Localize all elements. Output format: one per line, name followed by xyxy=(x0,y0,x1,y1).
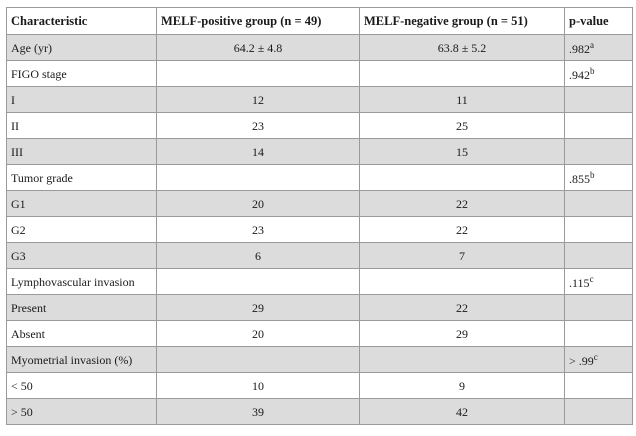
melf-negative-cell-text: 15 xyxy=(456,144,468,159)
header-melf-negative: MELF-negative group (n = 51) xyxy=(360,8,565,35)
melf-positive-cell-text: 12 xyxy=(252,92,264,107)
p-value-cell xyxy=(565,243,633,269)
table-row xyxy=(7,113,633,139)
melf-positive-cell xyxy=(157,295,360,321)
row-label-text: Age (yr) xyxy=(11,40,52,55)
melf-positive-cell xyxy=(157,87,360,113)
table-body xyxy=(7,35,633,425)
melf-positive-cell-text: 20 xyxy=(252,196,264,211)
characteristics-table xyxy=(6,7,633,425)
melf-positive-cell xyxy=(157,347,360,373)
table-row xyxy=(7,295,633,321)
row-label xyxy=(7,35,157,61)
melf-negative-cell xyxy=(360,139,565,165)
melf-negative-cell xyxy=(360,61,565,87)
p-value-cell-text: > .99 xyxy=(569,353,594,368)
p-value-cell-text: .115 xyxy=(569,275,590,290)
header-characteristic: Characteristic xyxy=(7,8,157,35)
melf-positive-cell xyxy=(157,61,360,87)
melf-positive-cell-text: 6 xyxy=(255,248,261,263)
table-row xyxy=(7,243,633,269)
melf-negative-cell-text: 9 xyxy=(459,378,465,393)
table-row xyxy=(7,191,633,217)
p-value-cell xyxy=(565,269,633,295)
melf-positive-cell-text: 29 xyxy=(252,300,264,315)
melf-positive-cell-text: 64.2 ± 4.8 xyxy=(233,40,283,55)
row-label-text: < 50 xyxy=(11,378,33,393)
p-value-cell-text: .855 xyxy=(569,171,590,186)
header-row xyxy=(7,8,633,35)
melf-positive-cell xyxy=(157,373,360,399)
p-value-footnote-mark: c xyxy=(593,351,598,362)
p-value-footnote-mark: b xyxy=(590,65,595,76)
melf-negative-cell xyxy=(360,321,565,347)
melf-negative-cell xyxy=(360,399,565,425)
row-label xyxy=(7,139,157,165)
melf-negative-cell-text: 63.8 ± 5.2 xyxy=(437,40,487,55)
melf-negative-cell xyxy=(360,87,565,113)
p-value-cell xyxy=(565,217,633,243)
p-value-cell xyxy=(565,295,633,321)
melf-negative-cell xyxy=(360,113,565,139)
melf-positive-cell-text: 23 xyxy=(252,222,264,237)
table-row xyxy=(7,165,633,191)
row-label-text: Present xyxy=(11,300,47,315)
melf-negative-cell-text: 25 xyxy=(456,118,468,133)
row-label xyxy=(7,347,157,373)
melf-positive-cell-text: 23 xyxy=(252,118,264,133)
melf-positive-cell-text: 39 xyxy=(252,404,264,419)
row-label xyxy=(7,165,157,191)
melf-negative-cell xyxy=(360,269,565,295)
melf-positive-cell xyxy=(157,217,360,243)
table-row xyxy=(7,321,633,347)
p-value-cell-text: .982 xyxy=(569,41,590,56)
melf-negative-cell-text: 42 xyxy=(456,404,468,419)
row-label-text: Myometrial invasion (%) xyxy=(11,352,133,367)
row-label-text: III xyxy=(11,144,23,159)
row-label-text: II xyxy=(11,118,19,133)
row-label-text: FIGO stage xyxy=(11,66,67,81)
p-value-cell xyxy=(565,347,633,373)
melf-positive-cell xyxy=(157,35,360,61)
row-label-text: I xyxy=(11,92,15,107)
row-label xyxy=(7,87,157,113)
row-label-text: G3 xyxy=(11,248,26,263)
row-label-text: Tumor grade xyxy=(11,170,73,185)
table-row xyxy=(7,35,633,61)
row-label-text: Absent xyxy=(11,326,45,341)
melf-positive-cell xyxy=(157,321,360,347)
melf-negative-cell-text: 29 xyxy=(456,326,468,341)
table-row xyxy=(7,139,633,165)
row-label xyxy=(7,243,157,269)
table-row xyxy=(7,61,633,87)
melf-negative-cell-text: 22 xyxy=(456,300,468,315)
p-value-footnote-mark: a xyxy=(590,39,594,50)
table-row xyxy=(7,217,633,243)
melf-negative-cell xyxy=(360,165,565,191)
row-label xyxy=(7,217,157,243)
melf-positive-cell xyxy=(157,165,360,191)
melf-negative-cell xyxy=(360,243,565,269)
row-label xyxy=(7,113,157,139)
table-row xyxy=(7,347,633,373)
p-value-cell xyxy=(565,139,633,165)
p-value-cell-text: .942 xyxy=(569,67,590,82)
melf-negative-cell-text: 11 xyxy=(456,92,468,107)
melf-positive-cell xyxy=(157,269,360,295)
melf-negative-cell xyxy=(360,295,565,321)
row-label xyxy=(7,295,157,321)
melf-negative-cell xyxy=(360,191,565,217)
melf-positive-cell xyxy=(157,191,360,217)
row-label-text: G2 xyxy=(11,222,26,237)
melf-negative-cell-text: 22 xyxy=(456,222,468,237)
p-value-cell xyxy=(565,373,633,399)
row-label-text: > 50 xyxy=(11,404,33,419)
p-value-footnote-mark: c xyxy=(589,273,594,284)
melf-positive-cell xyxy=(157,139,360,165)
melf-positive-cell-text: 14 xyxy=(252,144,264,159)
header-p-value: p-value xyxy=(565,8,633,35)
row-label-text: Lymphovascular invasion xyxy=(11,274,135,289)
header-melf-positive: MELF-positive group (n = 49) xyxy=(157,8,360,35)
melf-positive-cell xyxy=(157,243,360,269)
p-value-cell xyxy=(565,165,633,191)
row-label xyxy=(7,269,157,295)
table-row xyxy=(7,269,633,295)
p-value-cell xyxy=(565,321,633,347)
melf-positive-cell-text: 10 xyxy=(252,378,264,393)
melf-negative-cell xyxy=(360,373,565,399)
melf-negative-cell xyxy=(360,347,565,373)
melf-positive-cell xyxy=(157,399,360,425)
table-row xyxy=(7,399,633,425)
table-row xyxy=(7,373,633,399)
melf-positive-cell xyxy=(157,113,360,139)
melf-negative-cell-text: 22 xyxy=(456,196,468,211)
row-label xyxy=(7,191,157,217)
p-value-cell xyxy=(565,61,633,87)
p-value-footnote-mark: b xyxy=(590,169,595,180)
row-label xyxy=(7,321,157,347)
table-row xyxy=(7,87,633,113)
melf-negative-cell-text: 7 xyxy=(459,248,465,263)
row-label xyxy=(7,61,157,87)
row-label-text: G1 xyxy=(11,196,26,211)
row-label xyxy=(7,373,157,399)
p-value-cell xyxy=(565,35,633,61)
row-label xyxy=(7,399,157,425)
p-value-cell xyxy=(565,191,633,217)
melf-negative-cell xyxy=(360,35,565,61)
melf-negative-cell xyxy=(360,217,565,243)
p-value-cell xyxy=(565,113,633,139)
p-value-cell xyxy=(565,399,633,425)
p-value-cell xyxy=(565,87,633,113)
melf-positive-cell-text: 20 xyxy=(252,326,264,341)
